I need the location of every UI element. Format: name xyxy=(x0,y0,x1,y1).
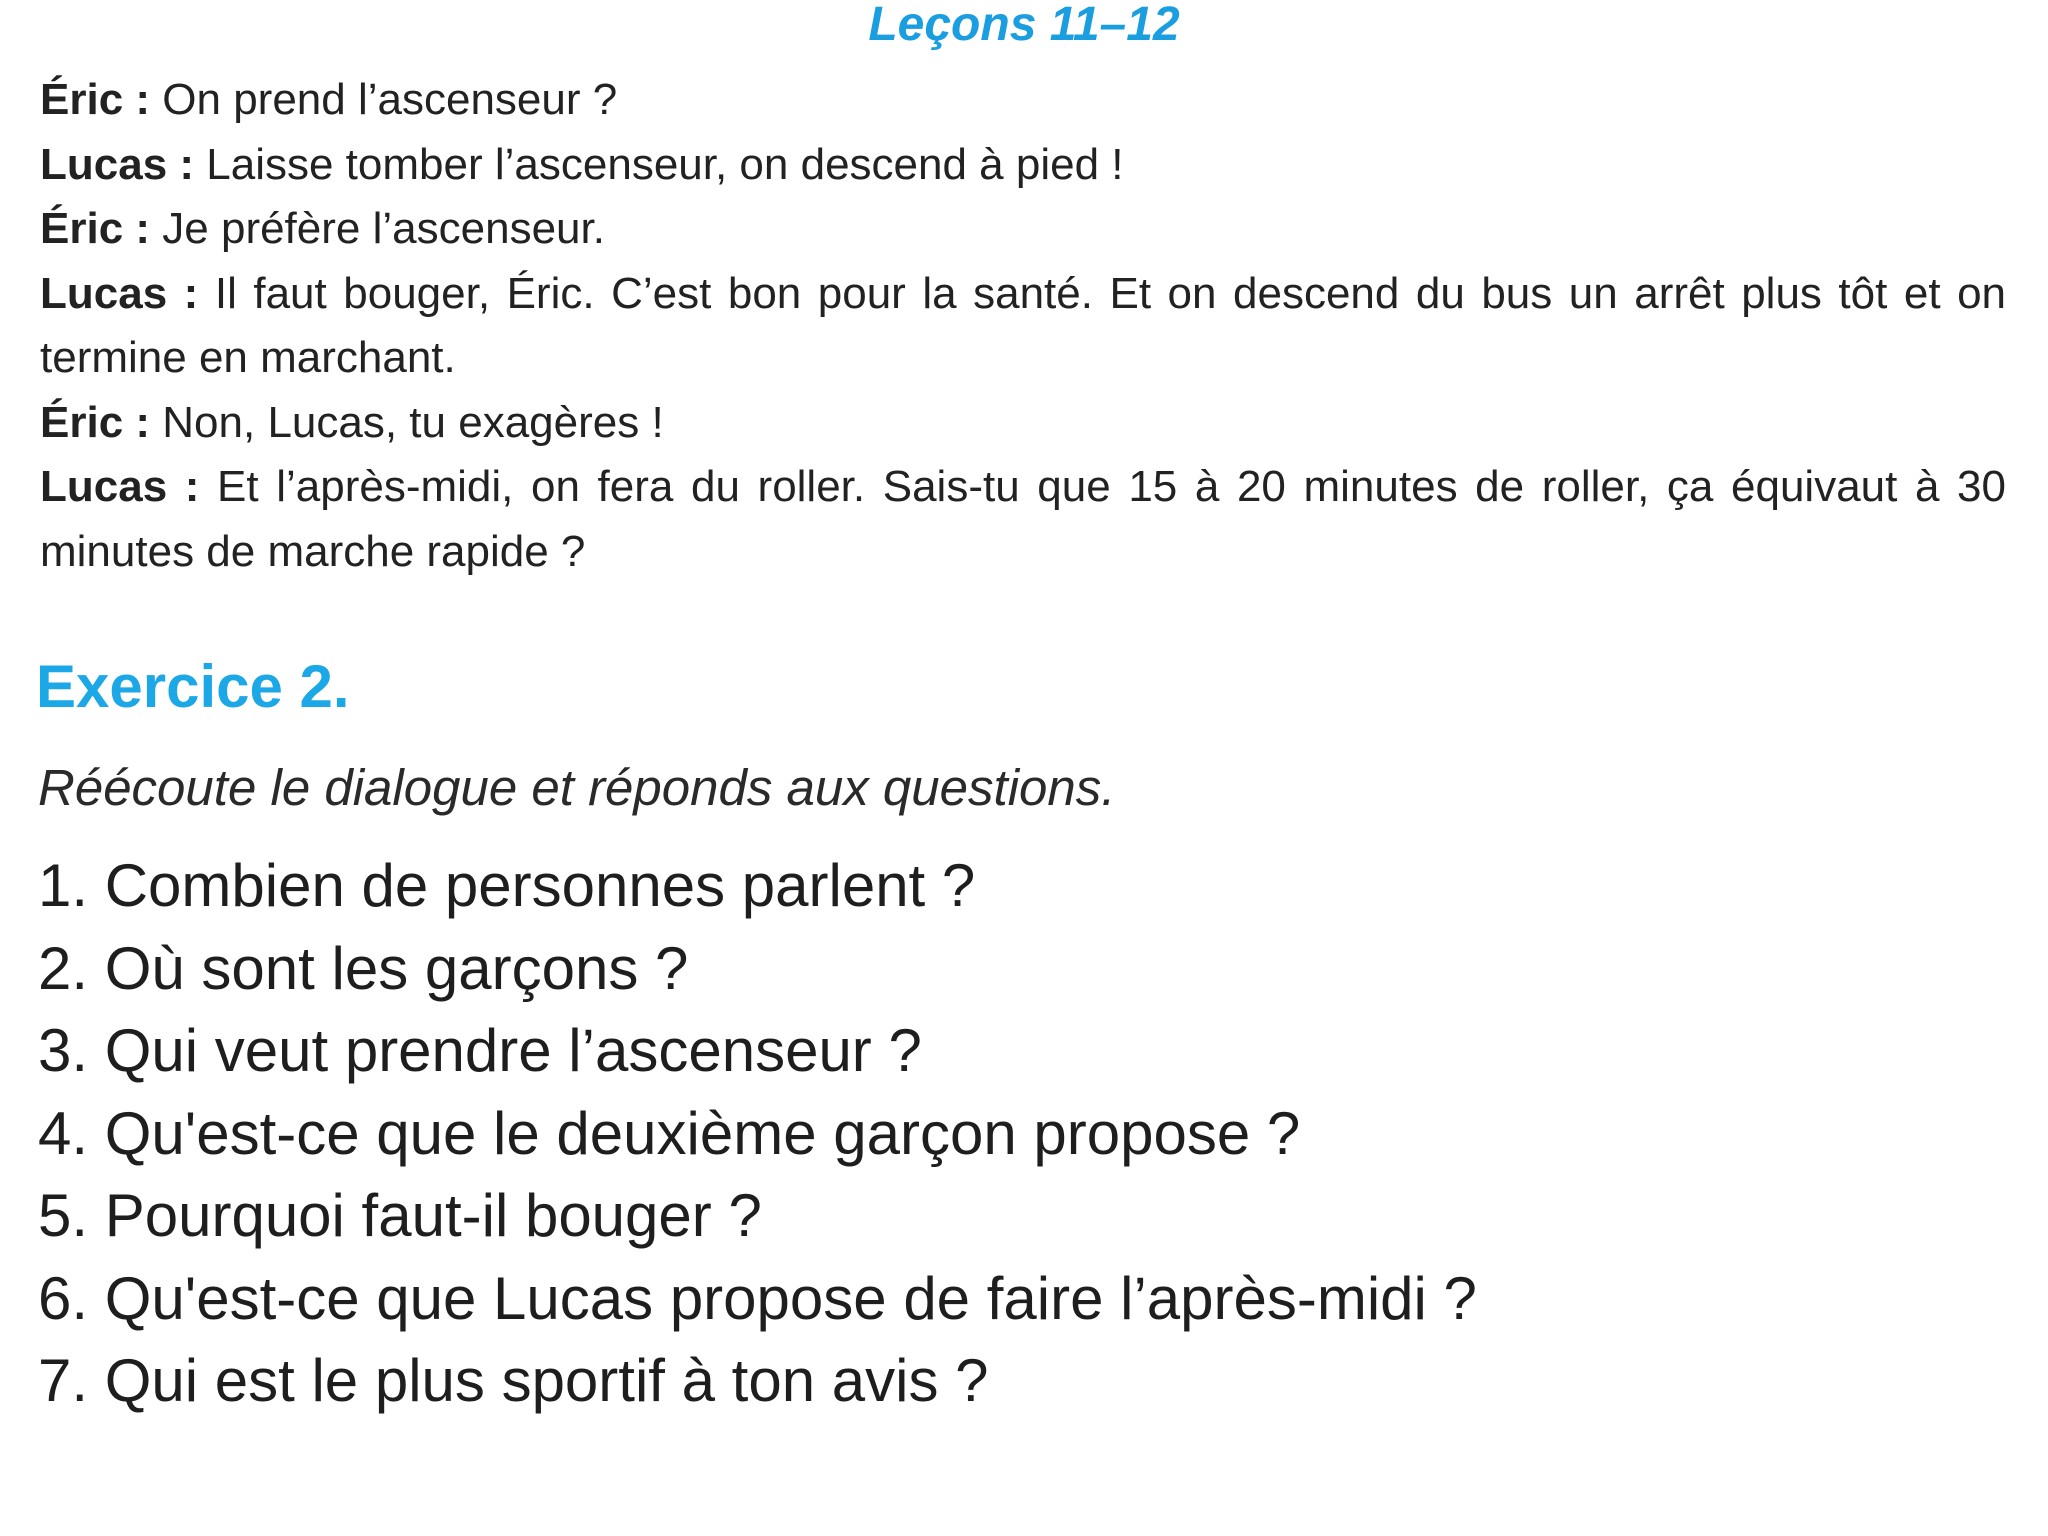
question-item: 4. Qu'est-ce que le deuxième garçon propose ? xyxy=(38,1099,1301,1167)
question-list xyxy=(38,845,1938,1423)
speaker-name: Lucas : xyxy=(40,462,200,511)
line-text: Je préfère l’ascenseur. xyxy=(150,204,605,253)
question-item: 7. Qui est le plus sportif à ton avis ? xyxy=(38,1347,989,1414)
line-text: Il faut bouger, Éric. C’est bon pour la santé. Et on descend du bus un arrêt plus tôt et on termine en marchant. xyxy=(40,268,2007,382)
speaker-name: Éric : xyxy=(40,75,151,124)
speaker-name: Lucas : xyxy=(40,268,199,318)
speaker-name: Éric : xyxy=(40,397,151,447)
line-text: Non, Lucas, tu exagères ! xyxy=(150,397,664,447)
exercise-instruction: Réécoute le dialogue et réponds aux questions. xyxy=(38,759,1116,816)
question-item: 3. Qui veut prendre l’ascenseur ? xyxy=(38,1017,922,1084)
dialogue-transcript xyxy=(40,68,2006,584)
dialogue-line xyxy=(40,133,2006,198)
question-item: 5. Pourquoi faut-il bouger ? xyxy=(38,1182,762,1249)
question-item: 2. Où sont les garçons ? xyxy=(38,934,689,1002)
line-text: On prend l’ascenseur ? xyxy=(150,75,618,124)
exercise-title: Exercice 2. xyxy=(36,653,350,720)
speaker-name: Lucas : xyxy=(40,139,195,189)
question-item: 6. Qu'est-ce que Lucas propose de faire l’après-midi ? xyxy=(38,1264,1477,1332)
dialogue-line xyxy=(40,455,2006,584)
speaker-name: Éric : xyxy=(40,204,151,253)
dialogue-line xyxy=(40,262,2006,391)
dialogue-line xyxy=(40,197,2006,262)
line-text: Et l’après-midi, on fera du roller. Sais-tu que 15 à 20 minutes de roller, ça équivaut à 30 minutes de marche rapide ? xyxy=(40,462,2006,576)
dialogue-line xyxy=(40,68,2006,133)
lesson-header: Leçons 11–12 xyxy=(868,0,1180,51)
dialogue-line xyxy=(40,391,2006,456)
question-item: 1. Combien de personnes parlent ? xyxy=(38,852,976,919)
line-text: Laisse tomber l’ascenseur, on descend à pied ! xyxy=(194,139,1124,189)
